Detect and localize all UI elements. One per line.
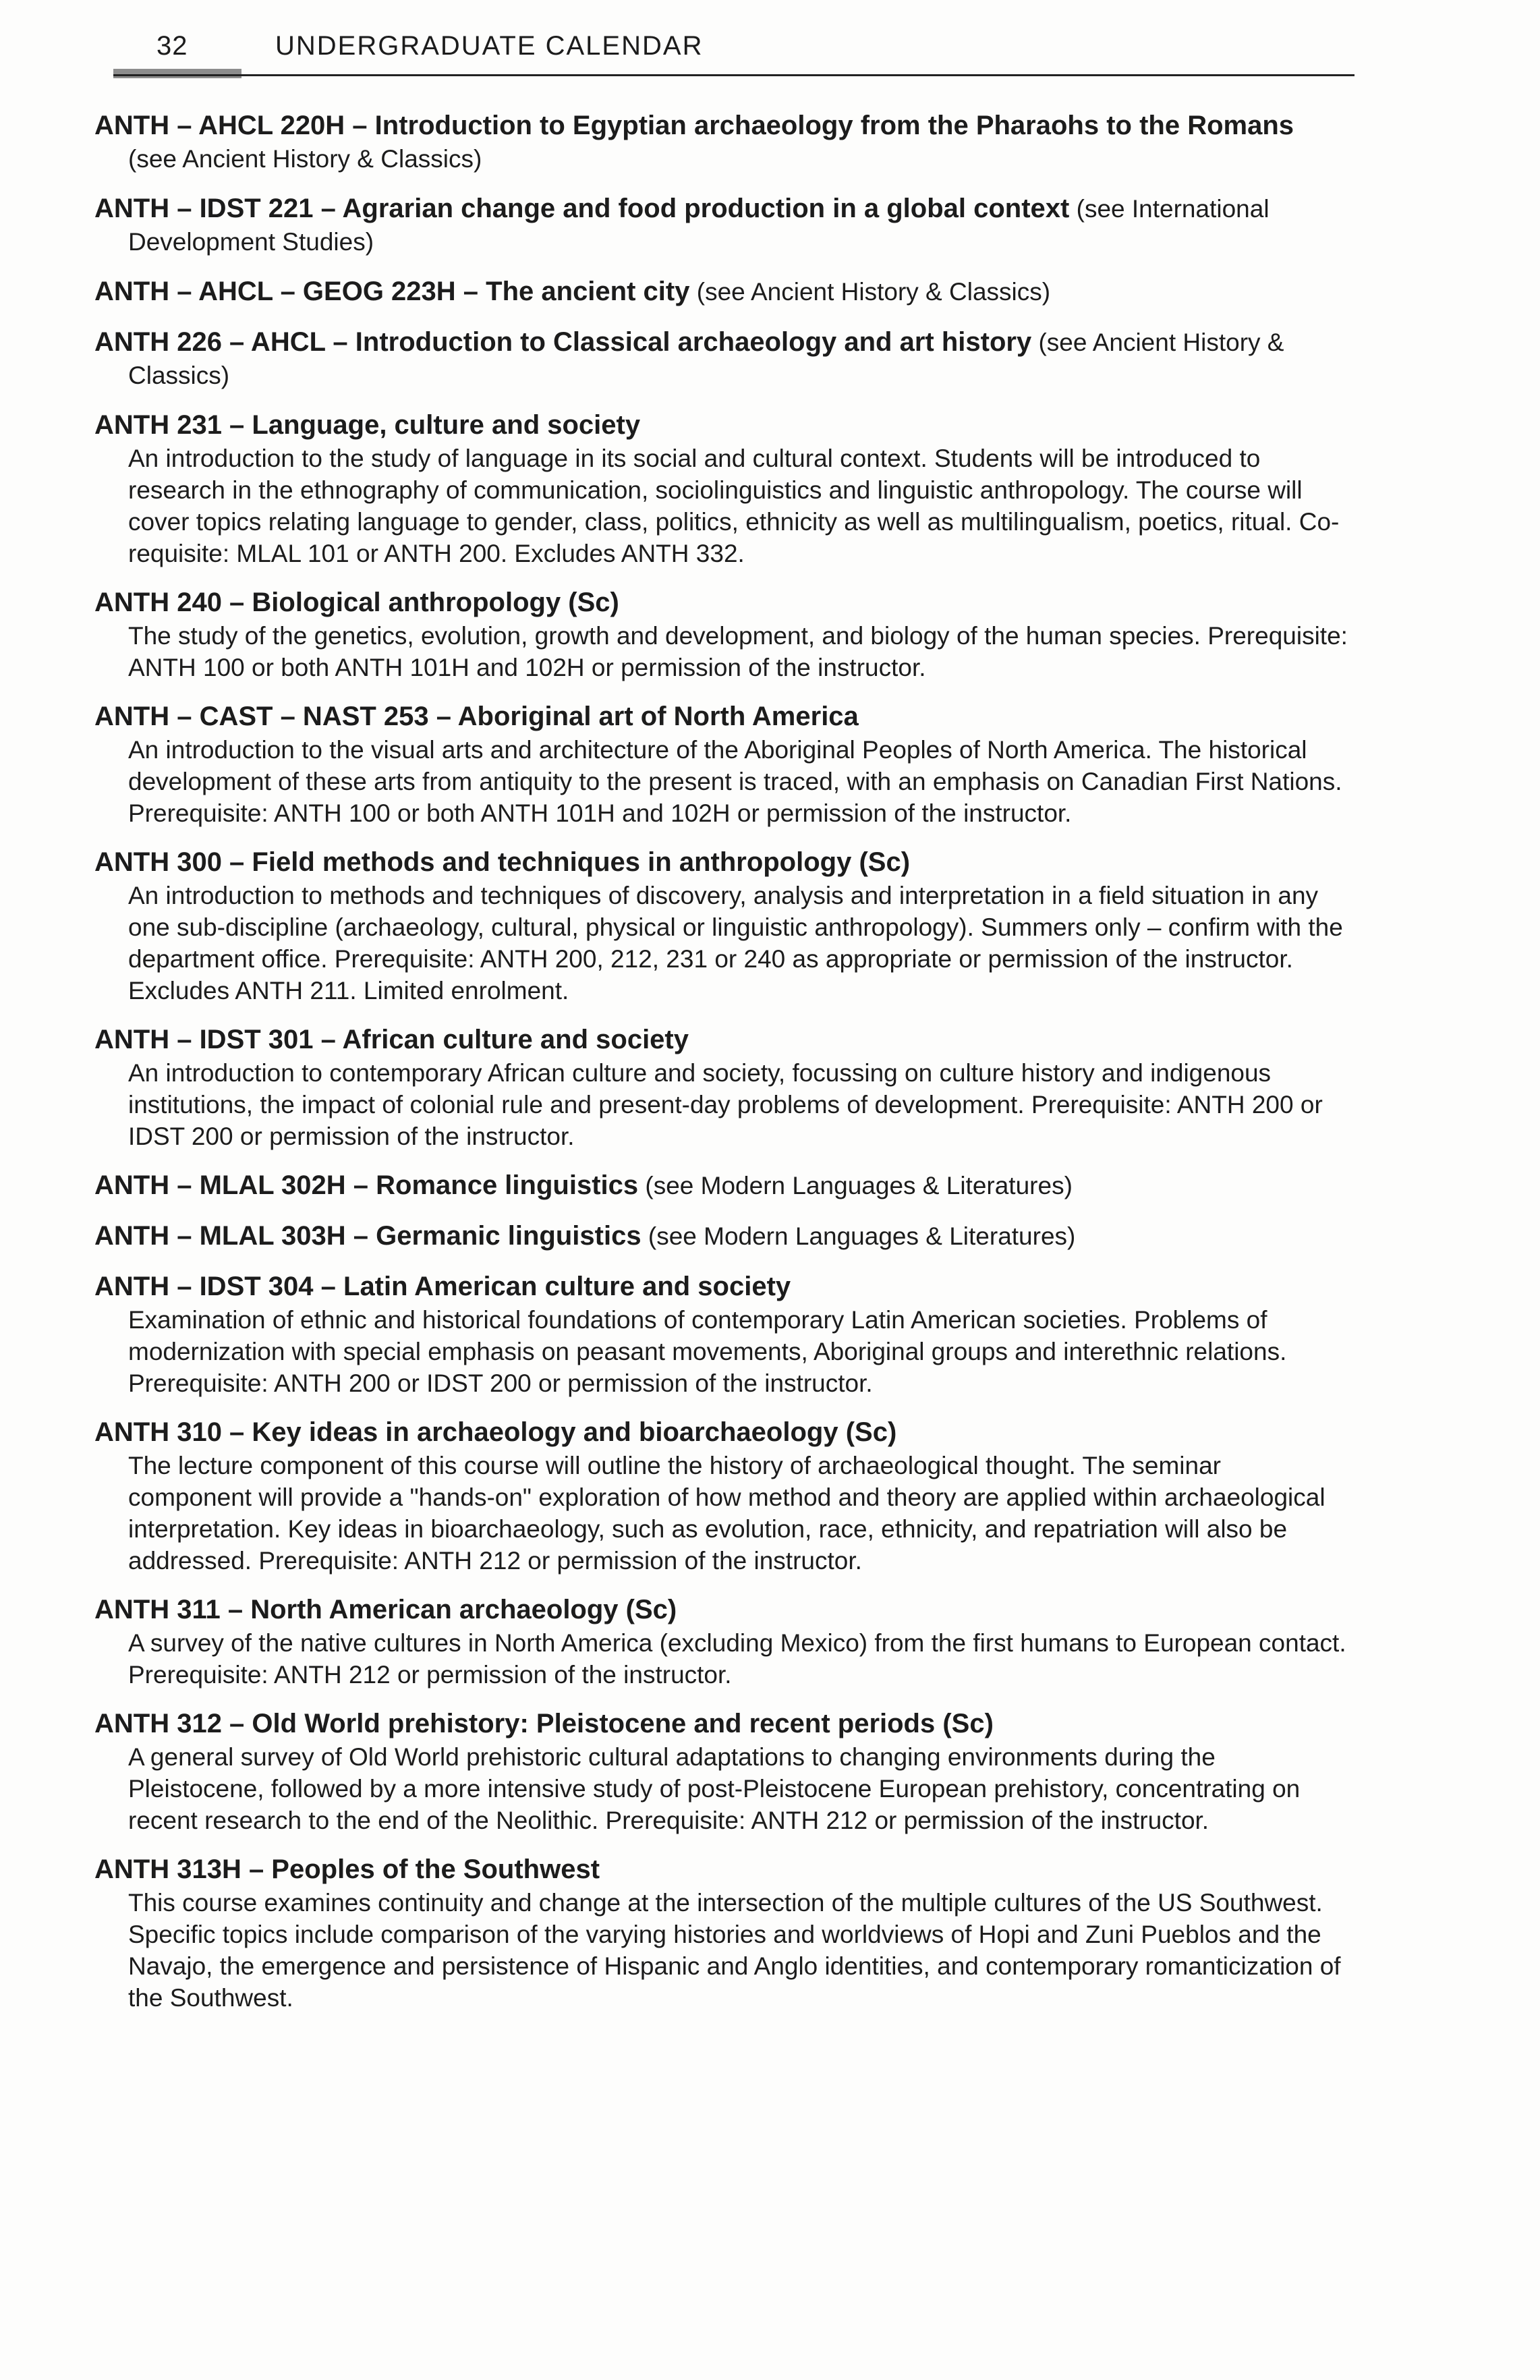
course-title: ANTH – IDST 304 – Latin American culture and society [94,1272,791,1301]
course-description: This course examines continuity and change at the intersection of the multiple cultures of the US Southwest. Specific topics include comparison of the varying histories and worldviews of Hopi and Zuni Pueblos and the Navajo, the emergence and persistence of Hispanic and Anglo identities, and contemporary romanticization of the Southwest. [128,1889,1341,2012]
course-entry-anth-mlal-302h [94,1168,1349,1203]
course-entry-anth-ahcl-geog-223h [94,274,1349,309]
course-description: The study of the genetics, evolution, growth and development, and biology of the human species. Prerequisite: ANTH 100 or both ANTH 101H and 102H or permission of the instructor. [128,622,1348,681]
course-title: ANTH 300 – Field methods and techniques in anthropology (Sc) [94,847,911,877]
course-title: ANTH 231 – Language, culture and society [94,410,641,440]
course-entry-anth-ahcl-220h [94,108,1349,175]
course-entry-anth-cast-nast-253 [94,699,1349,829]
course-title: ANTH 310 – Key ideas in archaeology and bioarchaeology (Sc) [94,1417,897,1447]
course-entry-anth-mlal-303h [94,1218,1349,1253]
course-description: A general survey of Old World prehistoric cultural adaptations to changing environments during the Pleistocene, followed by a more intensive study of post-Pleistocene European prehistory, concentrating on recent research to the end of the Neolithic. Prerequisite: ANTH 212 or permission of the instructor. [128,1743,1301,1834]
course-title: ANTH 312 – Old World prehistory: Pleistocene and recent periods (Sc) [94,1709,994,1738]
course-entry-anth-313h [94,1852,1349,2014]
course-description: The lecture component of this course will outline the history of archaeological thought. The seminar component will provide a "hands-on" exploration of how method and theory are applied within archaeological interpretation. Key ideas in bioarchaeology, such as evolution, race, ethnicity, and repatriation will also be addressed. Prerequisite: ANTH 212 or permission of the instructor. [128,1452,1325,1575]
cross-reference: (see Modern Languages & Literatures) [648,1222,1076,1250]
course-entry-anth-idst-301 [94,1022,1349,1152]
course-entry-anth-312 [94,1706,1349,1836]
course-title: ANTH – MLAL 303H – Germanic linguistics [94,1221,641,1251]
course-title: ANTH 226 – AHCL – Introduction to Classical archaeology and art history [94,327,1032,357]
course-description: A survey of the native cultures in North America (excluding Mexico) from the first humans to European contact. Prerequisite: ANTH 212 or permission of the instructor. [128,1629,1346,1689]
course-title: ANTH – AHCL – GEOG 223H – The ancient city [94,277,690,306]
course-title: ANTH 311 – North American archaeology (Sc) [94,1595,677,1624]
course-list [94,108,1349,2029]
page-header [113,24,1354,78]
course-title: ANTH 240 – Biological anthropology (Sc) [94,588,619,617]
course-entry-anth-300 [94,845,1349,1007]
course-entry-anth-idst-304 [94,1269,1349,1399]
course-entry-anth-226 [94,324,1349,392]
course-title: ANTH – CAST – NAST 253 – Aboriginal art of North America [94,702,859,731]
course-title: ANTH – IDST 221 – Agrarian change and food production in a global context [94,194,1070,223]
cross-reference: (see Modern Languages & Literatures) [645,1172,1073,1199]
course-entry-anth-310 [94,1415,1349,1577]
header-rule-accent [113,69,241,78]
course-entry-anth-311 [94,1592,1349,1691]
running-head: UNDERGRADUATE CALENDAR [275,31,704,61]
course-title: ANTH 313H – Peoples of the Southwest [94,1854,600,1884]
course-title: ANTH – MLAL 302H – Romance linguistics [94,1170,639,1200]
course-entry-anth-idst-221 [94,191,1349,258]
course-description: An introduction to contemporary African culture and society, focussing on culture history and indigenous institutions, the impact of colonial rule and present-day problems of development. Prerequisite: ANTH 200 or IDST 200 or permission of the instructor. [128,1059,1323,1150]
cross-reference: (see Ancient History & Classics) [128,329,1284,389]
course-description: An introduction to the visual arts and architecture of the Aboriginal Peoples of North America. The historical development of these arts from antiquity to the present is traced, with an emphasis on Canadian First Nations. Prerequisite: ANTH 100 or both ANTH 101H and 102H or permission of the instructor. [128,736,1342,827]
course-description: An introduction to methods and techniques of discovery, analysis and interpretation in a field situation in any one sub-discipline (archaeology, cultural, physical or linguistic anthropology). Summers only – confirm with the department office. Prerequisite: ANTH 200, 212, 231 or 240 as appropriate or permission of the instructor. Excludes ANTH 211. Limited enrolment. [128,882,1343,1004]
page-number: 32 [156,31,188,61]
course-entry-anth-231 [94,407,1349,569]
course-description: An introduction to the study of language in its social and cultural context. Students will be introduced to research in the ethnography of communication, sociolinguistics and linguistic anthropology. The course will cover topics relating language to gender, class, politics, ethnicity as well as multilingualism, poetics, ritual. Co-requisite: MLAL 101 or ANTH 200. Excludes ANTH 332. [128,445,1340,567]
course-title: ANTH – AHCL 220H – Introduction to Egyptian archaeology from the Pharaohs to the Romans [94,111,1294,140]
course-entry-anth-240 [94,585,1349,683]
course-title: ANTH – IDST 301 – African culture and society [94,1025,689,1054]
cross-reference: (see Ancient History & Classics) [696,278,1051,306]
header-rule [113,74,1354,76]
course-description: Examination of ethnic and historical foundations of contemporary Latin American societies. Problems of modernization with special emphasis on peasant movements, Aboriginal groups and interethnic relations. Prerequisite: ANTH 200 or IDST 200 or permission of the instructor. [128,1306,1287,1397]
cross-reference: (see International Development Studies) [128,195,1270,256]
cross-reference: (see Ancient History & Classics) [128,145,482,173]
